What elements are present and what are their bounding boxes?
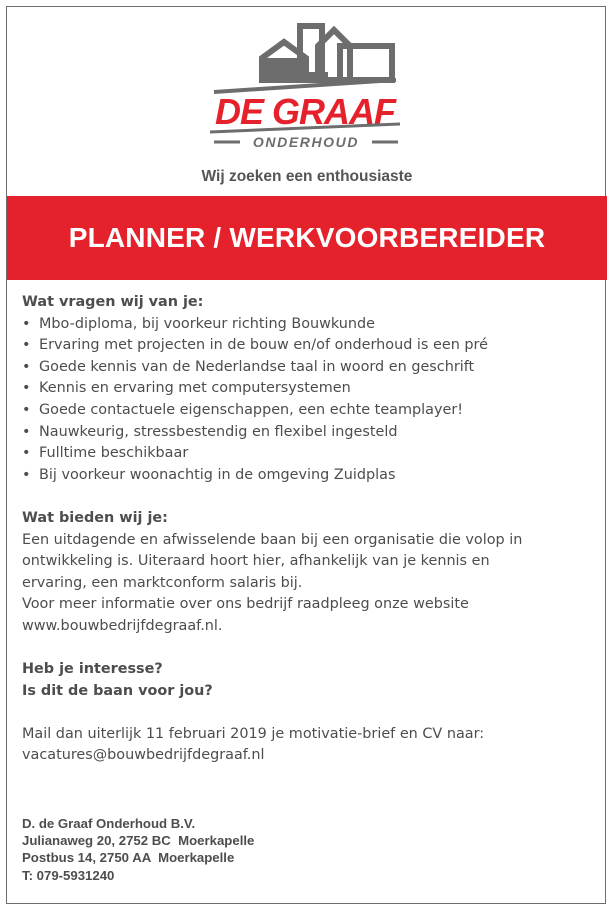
requirements-heading: Wat vragen wij van je: [22,294,204,310]
phone-number[interactable]: T: 079-5931240 [22,867,115,883]
website-link[interactable]: www.bouwbedrijfdegraaf.nl. [22,617,223,634]
list-item: • Nauwkeurig, stressbestendig en flexibel ingesteld [22,422,592,444]
email-link[interactable]: vacatures@bouwbedrijfdegraaf.nl [22,747,265,764]
intro-text: Wij zoeken een enthousiaste [201,168,413,185]
job-title: PLANNER / WERKVOORBEREIDER [68,222,546,253]
de-graaf-logo [200,18,410,154]
company-contact [22,815,422,884]
postbus-address: Postbus 14, 2750 AA Moerkapelle [22,850,235,866]
apply-instructions: Mail dan uiterlijk 11 februari 2019 je motivatie-brief en CV naar: [22,725,485,742]
offer-line: Voor meer informatie over ons bedrijf raadpleeg onze website [22,596,469,613]
offer-line: ontwikkeling is. Uiteraard hoort hier, afhankelijk van je kennis en [22,553,490,570]
list-item: • Mbo-diploma, bij voorkeur richting Bouwkunde [22,314,592,336]
company-name: D. de Graaf Onderhoud B.V. [22,816,196,831]
title-banner [7,196,607,280]
interest-question: Heb je interesse? [22,661,163,678]
logo-name-text: DE GRAAF [215,91,395,132]
logo-sub-text: ONDERHOUD [252,134,360,150]
list-item: • Bij voorkeur woonachtig in de omgeving Zuidplas [22,465,592,487]
offer-heading: Wat bieden wij je: [22,509,168,526]
job-question: Is dit de baan voor jou? [22,682,213,699]
list-item: • Kennis en ervaring met computersystemen [22,378,592,400]
vacancy-body [22,292,592,767]
offer-line: ervaring, een marktconform salaris bij. [22,574,303,591]
offer-line: Een uitdagende en afwisselende baan bij een organisatie die volop in [22,531,523,548]
list-item: • Fulltime beschikbaar [22,443,592,465]
street-address: Julianaweg 20, 2752 BC Moerkapelle [22,833,255,849]
list-item: • Goede contactuele eigenschappen, een echte teamplayer! [22,400,592,422]
requirements-list [22,314,592,487]
list-item: • Ervaring met projecten in de bouw en/of onderhoud is een pré [22,335,592,357]
list-item: • Goede kennis van de Nederlandse taal in woord en geschrift [22,357,592,379]
